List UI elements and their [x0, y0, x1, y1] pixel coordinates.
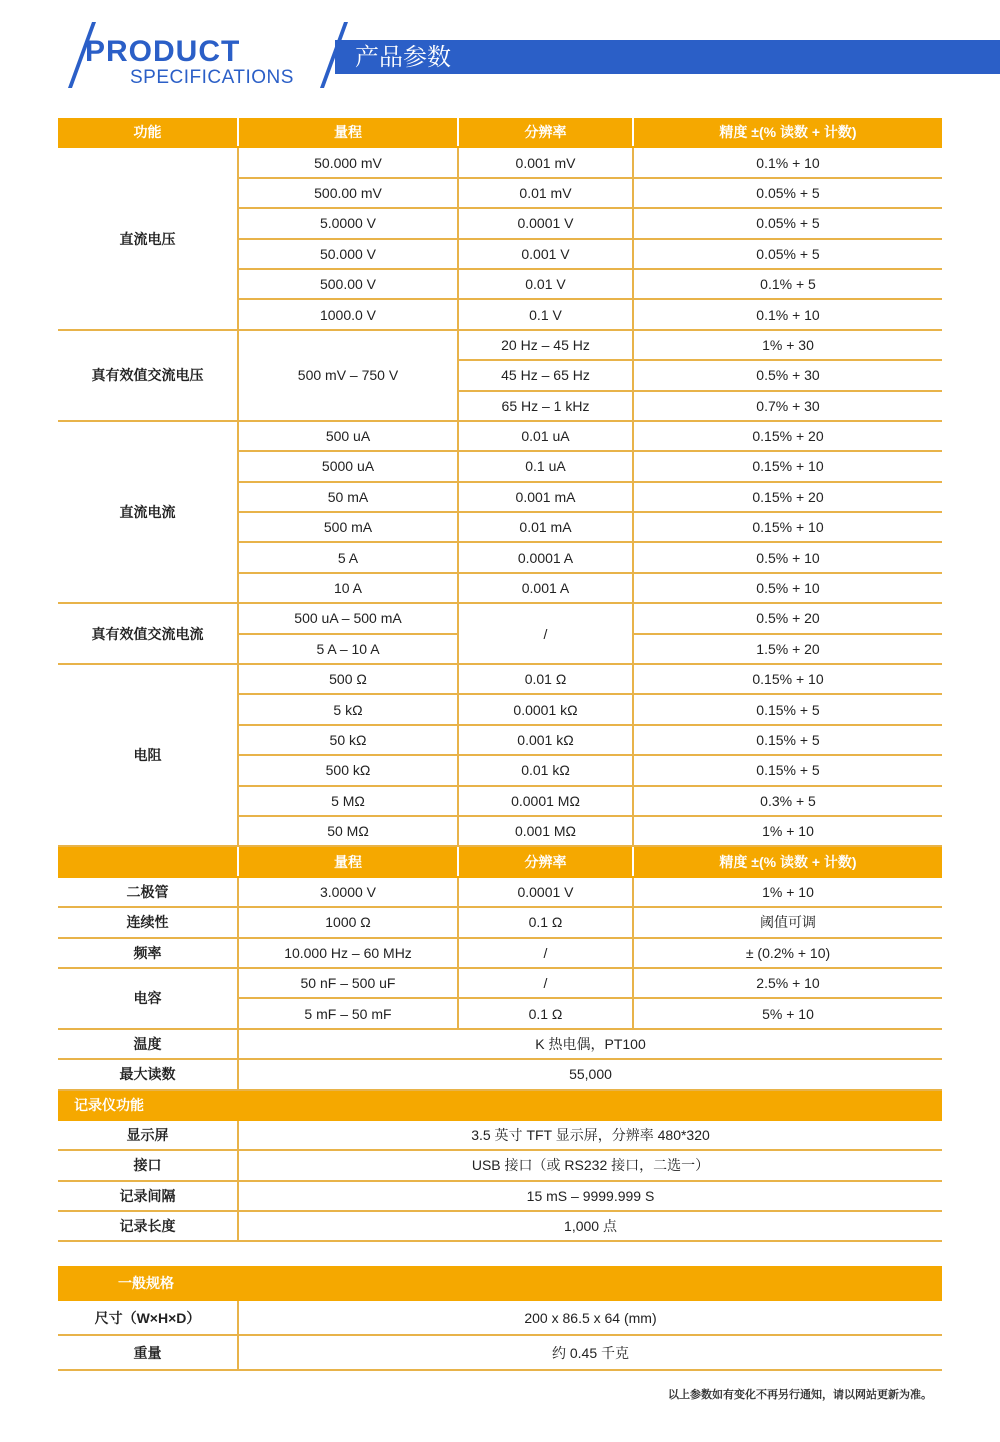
- resolution-cell: 0.0001 kΩ: [458, 694, 633, 724]
- value-cell: 55,000: [238, 1059, 942, 1089]
- range-cell: 10 A: [238, 573, 458, 603]
- accuracy-cell: 0.1% + 10: [633, 147, 942, 177]
- resolution-cell: 0.001 mA: [458, 482, 633, 512]
- function-cell: 记录间隔: [58, 1181, 238, 1211]
- col-header-range: 量程: [238, 118, 458, 147]
- function-cell: 显示屏: [58, 1120, 238, 1150]
- range-cell: 500 kΩ: [238, 755, 458, 785]
- accuracy-cell: 0.05% + 5: [633, 239, 942, 269]
- section-header-recorder: [58, 1090, 942, 1120]
- accuracy-cell: 0.15% + 20: [633, 482, 942, 512]
- accuracy-cell: 0.15% + 10: [633, 451, 942, 481]
- col-header-resolution: 分辨率: [458, 846, 633, 876]
- section-header-general: [58, 1266, 942, 1300]
- table-row: [58, 1181, 942, 1211]
- resolution-cell: 0.1 V: [458, 299, 633, 329]
- range-cell: 50.000 mV: [238, 147, 458, 177]
- section-title: 记录仪功能: [58, 1090, 942, 1120]
- table-row: [58, 664, 942, 694]
- resolution-cell: 0.001 mV: [458, 147, 633, 177]
- col-header-resolution: 分辨率: [458, 118, 633, 147]
- accuracy-cell: 1% + 10: [633, 816, 942, 846]
- accuracy-cell: 0.15% + 10: [633, 664, 942, 694]
- section-title: 一般规格: [58, 1266, 942, 1300]
- accuracy-cell: 0.05% + 5: [633, 178, 942, 208]
- function-cell: 温度: [58, 1029, 238, 1059]
- accuracy-cell: 1.5% + 20: [633, 634, 942, 664]
- range-cell: 1000 Ω: [238, 907, 458, 937]
- value-cell: K 热电偶，PT100: [238, 1029, 942, 1059]
- accuracy-cell: 0.5% + 10: [633, 542, 942, 572]
- accuracy-cell: 0.1% + 10: [633, 299, 942, 329]
- page-title: 产品参数: [355, 43, 451, 71]
- resolution-cell: 0.01 V: [458, 269, 633, 299]
- resolution-cell: /: [458, 968, 633, 998]
- accuracy-cell: 0.5% + 30: [633, 360, 942, 390]
- function-cell: 尺寸（W×H×D）: [58, 1300, 238, 1335]
- range-cell: 5 mF – 50 mF: [238, 998, 458, 1028]
- table-row: [58, 603, 942, 633]
- resolution-cell: 0.0001 V: [458, 877, 633, 907]
- resolution-cell: 0.1 Ω: [458, 907, 633, 937]
- resolution-cell: /: [458, 603, 633, 664]
- function-cell: 重量: [58, 1335, 238, 1370]
- product-heading: PRODUCT: [85, 35, 241, 68]
- accuracy-cell: 1% + 30: [633, 330, 942, 360]
- col-header-accuracy: 精度 ±(% 读数 + 计数): [633, 118, 942, 147]
- spec-table: [58, 118, 942, 1371]
- accuracy-cell: 0.7% + 30: [633, 391, 942, 421]
- value-cell: USB 接口（或 RS232 接口，二选一）: [238, 1150, 942, 1180]
- range-cell: 5000 uA: [238, 451, 458, 481]
- function-cell: 电阻: [58, 664, 238, 846]
- table-row: [58, 1335, 942, 1370]
- accuracy-cell: 0.5% + 10: [633, 573, 942, 603]
- accuracy-cell: 0.5% + 20: [633, 603, 942, 633]
- accuracy-cell: 阈值可调: [633, 907, 942, 937]
- range-cell: 5 A: [238, 542, 458, 572]
- resolution-cell: 0.001 V: [458, 239, 633, 269]
- range-cell: 50 nF – 500 uF: [238, 968, 458, 998]
- col-header-accuracy: 精度 ±(% 读数 + 计数): [633, 846, 942, 876]
- resolution-cell: 65 Hz – 1 kHz: [458, 391, 633, 421]
- resolution-cell: 0.01 kΩ: [458, 755, 633, 785]
- value-cell: 3.5 英寸 TFT 显示屏，分辨率 480*320: [238, 1120, 942, 1150]
- header-banner: [0, 0, 1000, 100]
- resolution-cell: 0.001 MΩ: [458, 816, 633, 846]
- resolution-cell: 0.01 Ω: [458, 664, 633, 694]
- table-row: [58, 421, 942, 451]
- range-cell: 50 mA: [238, 482, 458, 512]
- function-cell: 直流电流: [58, 421, 238, 603]
- function-cell: 真有效值交流电压: [58, 330, 238, 421]
- table-row: [58, 907, 942, 937]
- range-cell: 50 MΩ: [238, 816, 458, 846]
- accuracy-cell: 5% + 10: [633, 998, 942, 1028]
- value-cell: 约 0.45 千克: [238, 1335, 942, 1370]
- resolution-cell: 0.0001 V: [458, 208, 633, 238]
- range-cell: 500 Ω: [238, 664, 458, 694]
- value-cell: 200 x 86.5 x 64 (mm): [238, 1300, 942, 1335]
- table-row: [58, 938, 942, 968]
- range-cell: 500 uA: [238, 421, 458, 451]
- range-cell: 500 uA – 500 mA: [238, 603, 458, 633]
- range-cell: 500.00 V: [238, 269, 458, 299]
- resolution-cell: 0.0001 MΩ: [458, 786, 633, 816]
- range-cell: 5 MΩ: [238, 786, 458, 816]
- resolution-cell: 0.001 A: [458, 573, 633, 603]
- accuracy-cell: 0.3% + 5: [633, 786, 942, 816]
- resolution-cell: 0.01 uA: [458, 421, 633, 451]
- function-cell: 记录长度: [58, 1211, 238, 1241]
- range-cell: 1000.0 V: [238, 299, 458, 329]
- function-cell: 频率: [58, 938, 238, 968]
- accuracy-cell: 0.1% + 5: [633, 269, 942, 299]
- function-cell: 电容: [58, 968, 238, 1029]
- resolution-cell: 45 Hz – 65 Hz: [458, 360, 633, 390]
- table-header-row: [58, 846, 942, 876]
- range-cell: 5.0000 V: [238, 208, 458, 238]
- function-cell: 连续性: [58, 907, 238, 937]
- accuracy-cell: 0.15% + 5: [633, 725, 942, 755]
- table-row: [58, 1059, 942, 1089]
- function-cell: 真有效值交流电流: [58, 603, 238, 664]
- accuracy-cell: 0.15% + 5: [633, 755, 942, 785]
- range-cell: 5 kΩ: [238, 694, 458, 724]
- footnote: 以上参数如有变化不再另行通知，请以网站更新为准。: [668, 1388, 932, 1401]
- table-row: [58, 147, 942, 177]
- resolution-cell: 0.001 kΩ: [458, 725, 633, 755]
- table-header-row: [58, 118, 942, 147]
- resolution-cell: 0.1 Ω: [458, 998, 633, 1028]
- range-cell: 10.000 Hz – 60 MHz: [238, 938, 458, 968]
- resolution-cell: 0.01 mV: [458, 178, 633, 208]
- function-cell: 二极管: [58, 877, 238, 907]
- range-cell: 5 A – 10 A: [238, 634, 458, 664]
- col-header-function: 功能: [58, 118, 238, 147]
- table-row: [58, 330, 942, 360]
- range-cell: 500 mA: [238, 512, 458, 542]
- table-row: [58, 1120, 942, 1150]
- resolution-cell: 20 Hz – 45 Hz: [458, 330, 633, 360]
- range-cell: 500.00 mV: [238, 178, 458, 208]
- resolution-cell: 0.0001 A: [458, 542, 633, 572]
- specifications-subheading: SPECIFICATIONS: [130, 67, 294, 88]
- range-cell: 3.0000 V: [238, 877, 458, 907]
- table-row: [58, 877, 942, 907]
- resolution-cell: 0.01 mA: [458, 512, 633, 542]
- function-cell: 接口: [58, 1150, 238, 1180]
- function-cell: 最大读数: [58, 1059, 238, 1089]
- accuracy-cell: 2.5% + 10: [633, 968, 942, 998]
- accuracy-cell: ± (0.2% + 10): [633, 938, 942, 968]
- table-row: [58, 968, 942, 998]
- table-row: [58, 1029, 942, 1059]
- resolution-cell: 0.1 uA: [458, 451, 633, 481]
- resolution-cell: /: [458, 938, 633, 968]
- range-cell: 500 mV – 750 V: [238, 330, 458, 421]
- accuracy-cell: 0.15% + 20: [633, 421, 942, 451]
- table-row: [58, 1300, 942, 1335]
- range-cell: 50.000 V: [238, 239, 458, 269]
- table-row: [58, 1150, 942, 1180]
- accuracy-cell: 0.15% + 5: [633, 694, 942, 724]
- accuracy-cell: 0.05% + 5: [633, 208, 942, 238]
- table-row: [58, 1211, 942, 1241]
- accuracy-cell: 0.15% + 10: [633, 512, 942, 542]
- range-cell: 50 kΩ: [238, 725, 458, 755]
- col-header-range: 量程: [238, 846, 458, 876]
- value-cell: 1,000 点: [238, 1211, 942, 1241]
- function-cell: 直流电压: [58, 147, 238, 329]
- value-cell: 15 mS – 9999.999 S: [238, 1181, 942, 1211]
- accuracy-cell: 1% + 10: [633, 877, 942, 907]
